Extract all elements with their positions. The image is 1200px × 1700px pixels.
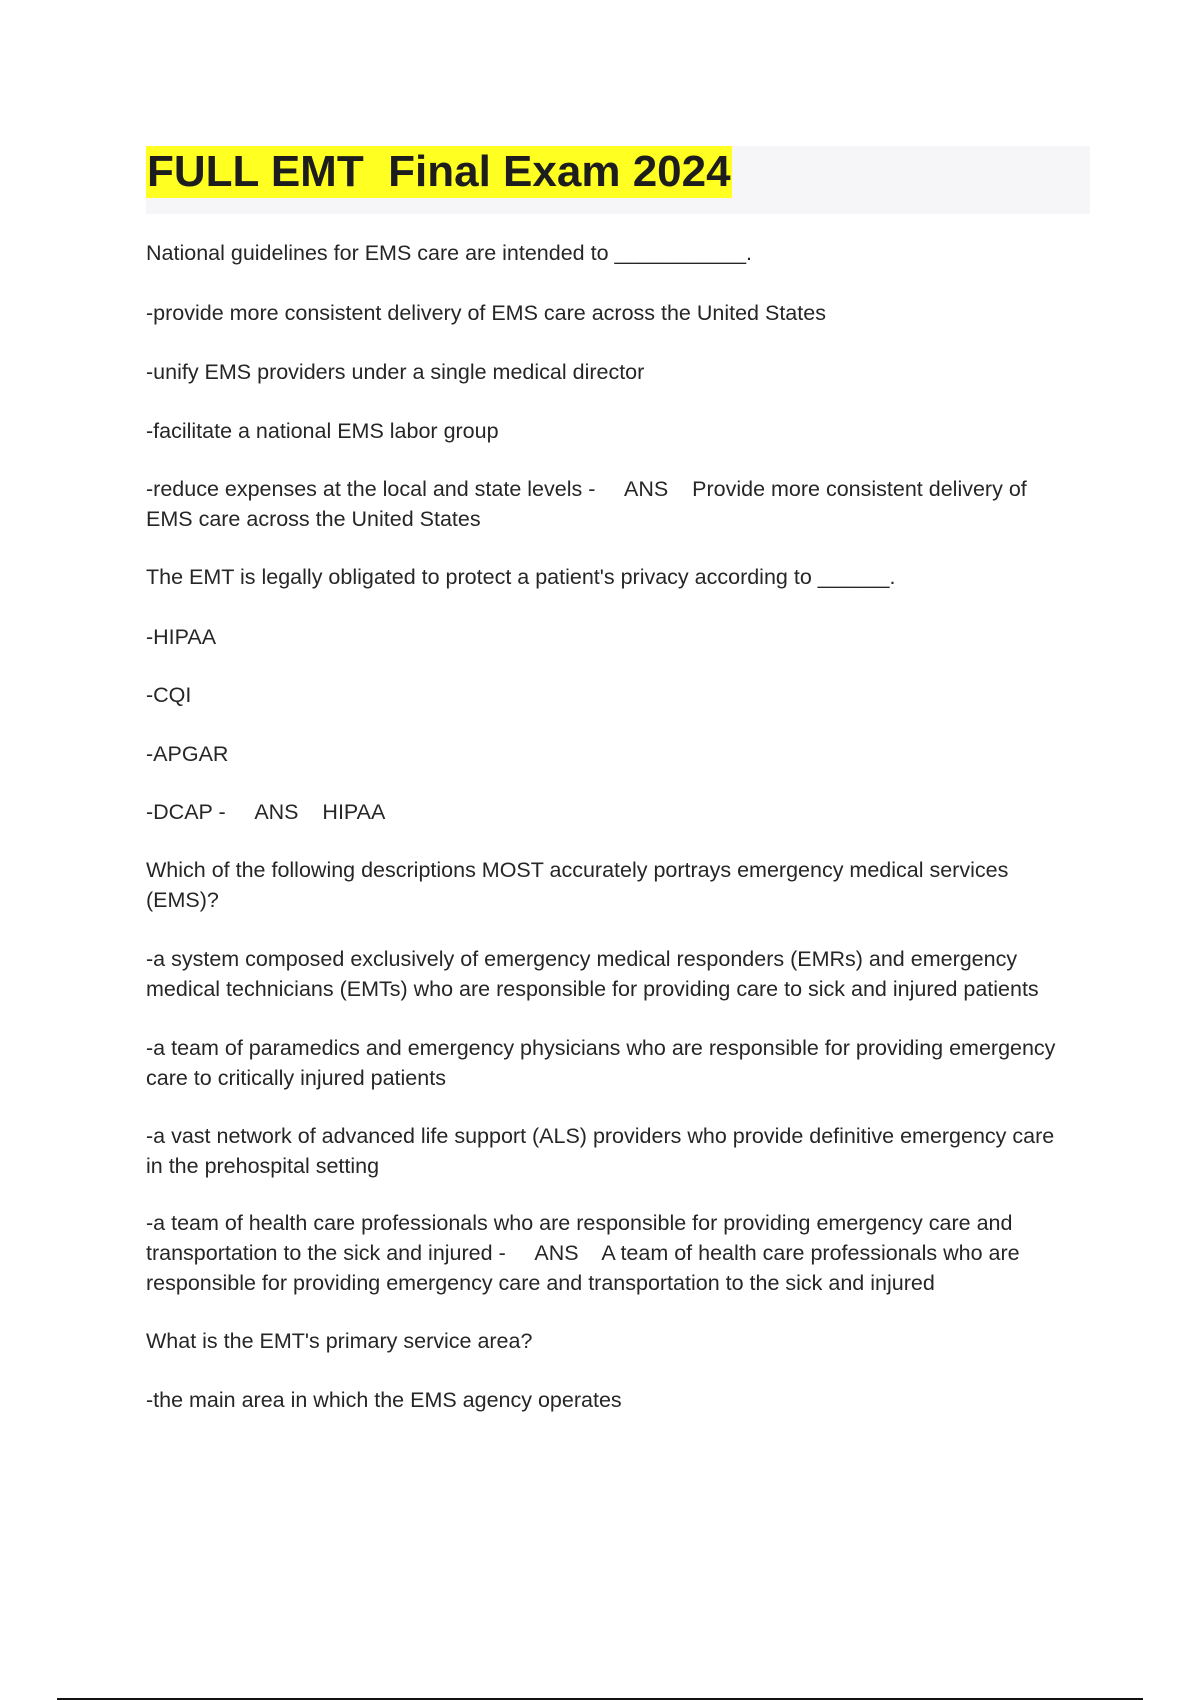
question-2-option-b: -CQI (146, 683, 192, 707)
question-3-option-b: -a team of paramedics and emergency physicians who are responsible for providing emergency care to critically injured patients (146, 1036, 1056, 1090)
question-1-option-b: -unify EMS providers under a single medical director (146, 360, 645, 384)
page-title: FULL EMT Final Exam 2024 (147, 147, 731, 196)
question-2: The EMT is legally obligated to protect a patient's privacy according to ______. (146, 565, 896, 589)
question-1: National guidelines for EMS care are intended to ___________. (146, 241, 752, 265)
question-4: What is the EMT's primary service area? (146, 1329, 533, 1353)
question-3-option-a: -a system composed exclusively of emergency medical responders (EMRs) and emergency medical technicians (EMTs) who are responsible for providing care to sick and injured patients (146, 947, 1039, 1001)
question-3: Which of the following descriptions MOST accurately portrays emergency medical services (EMS)? (146, 858, 1009, 912)
question-1-option-c: -facilitate a national EMS labor group (146, 419, 499, 443)
question-2-option-c: -APGAR (146, 742, 229, 766)
question-4-option-a: -the main area in which the EMS agency operates (146, 1388, 622, 1412)
question-1-option-a: -provide more consistent delivery of EMS care across the United States (146, 301, 826, 325)
question-3-option-c: -a vast network of advanced life support (ALS) providers who provide definitive emergency care in the prehospital setting (146, 1124, 1055, 1178)
question-1-option-d-answer: -reduce expenses at the local and state levels - ANS Provide more consistent delivery of EMS care across the United States (146, 477, 1027, 531)
question-2-option-a: -HIPAA (146, 625, 217, 649)
question-2-option-d-answer: -DCAP - ANS HIPAA (146, 800, 386, 824)
question-3-option-d-answer: -a team of health care professionals who are responsible for providing emergency care and transportation to the sick and injured - ANS A team of health care professionals who are responsible for providing emergency care and transportation to the sick and injured (146, 1211, 1020, 1295)
